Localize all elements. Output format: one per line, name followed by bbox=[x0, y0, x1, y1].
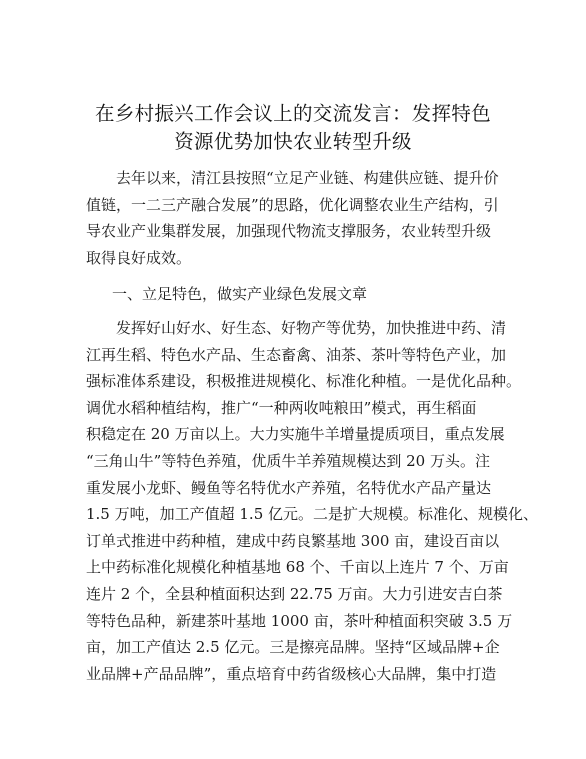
body-line: 发挥好山好水、好生态、好物产等优势，加快推进中药、清 bbox=[86, 319, 507, 337]
body-line: 强标准体系建设，积极推进规模化、标准化种植。一是优化品种。 bbox=[86, 372, 522, 391]
section-heading: 一、立足特色，做实产业绿色发展文章 bbox=[112, 285, 368, 303]
intro-line: 取得良好成效。 bbox=[86, 248, 192, 267]
title-line-1: 在乡村振兴工作会议上的交流发言：发挥特色 bbox=[94, 102, 491, 125]
body-line: 订单式推进中药种植，建成中药良繁基地 300 亩，建设百亩以 bbox=[86, 531, 500, 550]
intro-line: 去年以来，清江县按照“立足产业链、构建供应链、提升价 bbox=[86, 169, 499, 187]
body-line: 连片 2 个，全县种植面积达到 22.75 万亩。大力引进安吉白茶 bbox=[86, 584, 503, 603]
intro-line: 值链，一二三产融合发展”的思路，优化调整农业生产结构，引 bbox=[86, 195, 499, 214]
document-title bbox=[60, 100, 526, 156]
body-line: 1.5 万吨，加工产值超 1.5 亿元。二是扩大规模。标准化、规模化、 bbox=[86, 505, 539, 524]
body-line: 亩，加工产值达 2.5 亿元。三是擦亮品牌。坚持“区域品牌+企 bbox=[86, 638, 500, 657]
body-line: “三角山牛”等特色养殖，优质牛羊养殖规模达到 20 万头。注 bbox=[86, 451, 490, 470]
body-line: 等特色品种，新建茶叶基地 1000 亩，茶叶种植面积突破 3.5 万 bbox=[86, 611, 513, 630]
body-line: 重发展小龙虾、鳗鱼等名特优水产养殖，名特优水产品产量达 bbox=[86, 478, 492, 497]
intro-paragraph bbox=[86, 165, 506, 271]
body-paragraph bbox=[86, 315, 539, 687]
body-line: 业品牌+产品品牌”，重点培育中药省级核心大品牌，集中打造 bbox=[86, 664, 497, 683]
body-line: 江再生稻、特色水产品、生态畜禽、油茶、茶叶等特色产业，加 bbox=[86, 345, 507, 364]
body-line: 积稳定在 20 万亩以上。大力实施牛羊增量提质项目，重点发展 bbox=[86, 425, 505, 444]
title-line-2: 资源优势加快农业转型升级 bbox=[174, 130, 412, 153]
body-line: 调优水稻种植结构，推广“一种两收吨粮田”模式，再生稻面 bbox=[86, 398, 477, 417]
body-line: 上中药标准化规模化种植基地 68 个、千亩以上连片 7 个、万亩 bbox=[86, 558, 509, 577]
intro-line: 导农业产业集群发展，加强现代物流支撑服务，农业转型升级 bbox=[86, 222, 492, 241]
